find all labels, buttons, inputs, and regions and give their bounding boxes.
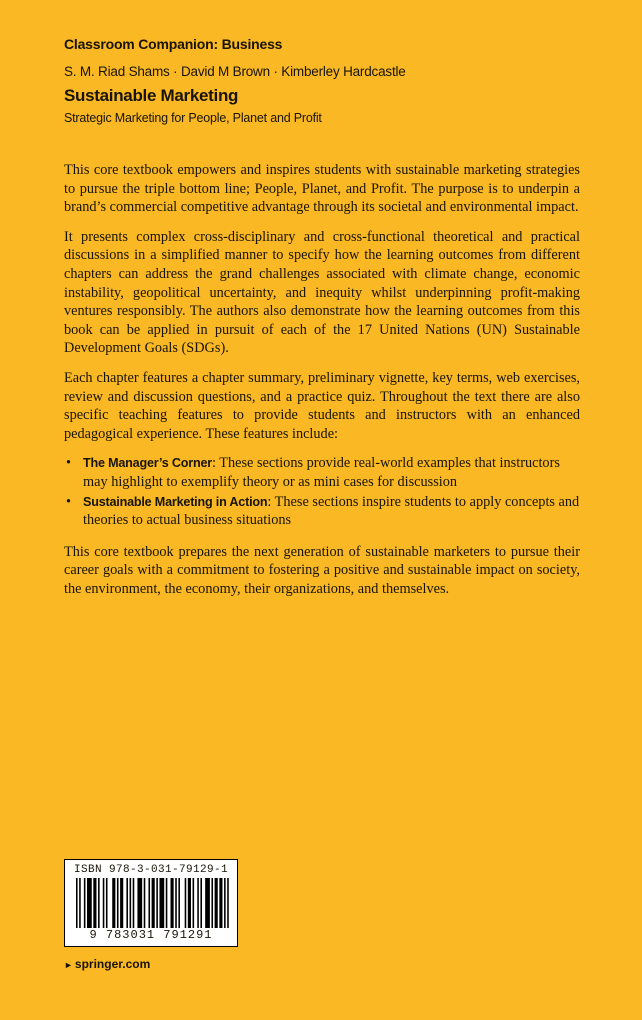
barcode-bar <box>215 878 218 928</box>
book-title: Sustainable Marketing <box>64 86 239 105</box>
barcode-bar <box>98 878 100 928</box>
barcode-bar <box>205 878 210 928</box>
blurb-paragraph-3: Each chapter features a chapter summary, preliminary vignette, key terms, web exercises, review and discussion questions, and a practice quiz. Throughout the text there are also specific teaching features to provide students and instructors with an enhanced pedagogical experience. These features include: <box>64 369 580 442</box>
barcode-bar <box>185 878 187 928</box>
barcode-bar <box>126 878 128 928</box>
barcode-bar <box>171 878 174 928</box>
barcode-bar <box>166 878 168 928</box>
barcode-bar <box>156 878 158 928</box>
blurb-paragraph-2: It presents complex cross-disciplinary and cross-functional theoretical and practical discussions in a simplified manner to specify how the learning outcomes from different chapters can address the grand challenges associated with climate change, economic instability, geopolitical uncertainty, and inequity whilst underpinning profit-making ventures responsibly. The authors also demonstrate how the learning outcomes from this book can be applied in pursuit of each of the 17 United Nations (UN) Sustainable Development Goals (SDGs). <box>64 228 580 357</box>
bullet-icon: • <box>66 455 72 472</box>
blurb-paragraph-1: This core textbook empowers and inspires students with sustainable marketing strategies to pursue the triple bottom line; People, Planet, and Profit. The purpose is to underpin a brand’s commercial competitive advantage through its societal and environmental impact. <box>64 162 580 216</box>
blurb-body <box>64 161 580 609</box>
arrow-right-icon: ► <box>64 960 73 970</box>
barcode-bar <box>76 878 78 928</box>
barcode-bar <box>148 878 150 928</box>
feature-item-managers-corner <box>64 454 580 491</box>
barcode-bar <box>200 878 202 928</box>
publisher-website-link[interactable] <box>64 957 150 971</box>
barcode-bar <box>159 878 164 928</box>
features-list <box>64 454 580 529</box>
barcode-icon <box>68 878 234 928</box>
feature-term: The Manager’s Corner <box>83 456 212 471</box>
barcode-bar <box>152 878 155 928</box>
isbn-label: ISBN 978-3-031-79129-1 <box>73 864 229 876</box>
series-name: Classroom Companion: Business <box>64 36 283 52</box>
barcode-bar <box>84 878 86 928</box>
barcode-bar <box>144 878 146 928</box>
barcode-bar <box>219 878 222 928</box>
barcode-bar <box>188 878 191 928</box>
barcode-bar <box>193 878 195 928</box>
barcode-bar <box>197 878 199 928</box>
barcode-bar <box>133 878 135 928</box>
barcode-bar <box>211 878 213 928</box>
barcode-bar <box>224 878 226 928</box>
feature-item-marketing-in-action <box>64 493 580 530</box>
barcode-bar <box>93 878 96 928</box>
barcode-bar <box>79 878 81 928</box>
barcode-bar <box>106 878 108 928</box>
barcode-bar <box>178 878 180 928</box>
barcode-bar <box>87 878 92 928</box>
barcode-bar <box>130 878 132 928</box>
barcode-bar <box>103 878 105 928</box>
barcode-bar <box>117 878 119 928</box>
barcode-bar <box>227 878 229 928</box>
website-label: springer.com <box>74 957 151 971</box>
barcode-digits: 9 783031 791291 <box>89 928 213 942</box>
authors-line: S. M. Riad Shams · David M Brown · Kimberley Hardcastle <box>64 64 406 79</box>
barcode-bar <box>137 878 142 928</box>
blurb-paragraph-4: This core textbook prepares the next generation of sustainable marketers to pursue their career goals with a commitment to fostering a positive and sustainable impact on society, the environment, the economy, their organizations, and themselves. <box>64 543 580 597</box>
barcode-bar <box>112 878 115 928</box>
book-subtitle: Strategic Marketing for People, Planet and Profit <box>64 111 322 125</box>
feature-description: : These sections inspire students to apply concepts and theories to actual business situations <box>83 493 580 529</box>
bullet-icon: • <box>66 493 72 510</box>
feature-term: Sustainable Marketing in Action <box>83 494 268 509</box>
barcode-bar <box>120 878 123 928</box>
isbn-barcode-box <box>64 859 238 947</box>
barcode-bar <box>175 878 177 928</box>
feature-description: : These sections provide real-world examples that instructors may highlight to exemplify theory or as mini cases for discussion <box>83 455 560 490</box>
